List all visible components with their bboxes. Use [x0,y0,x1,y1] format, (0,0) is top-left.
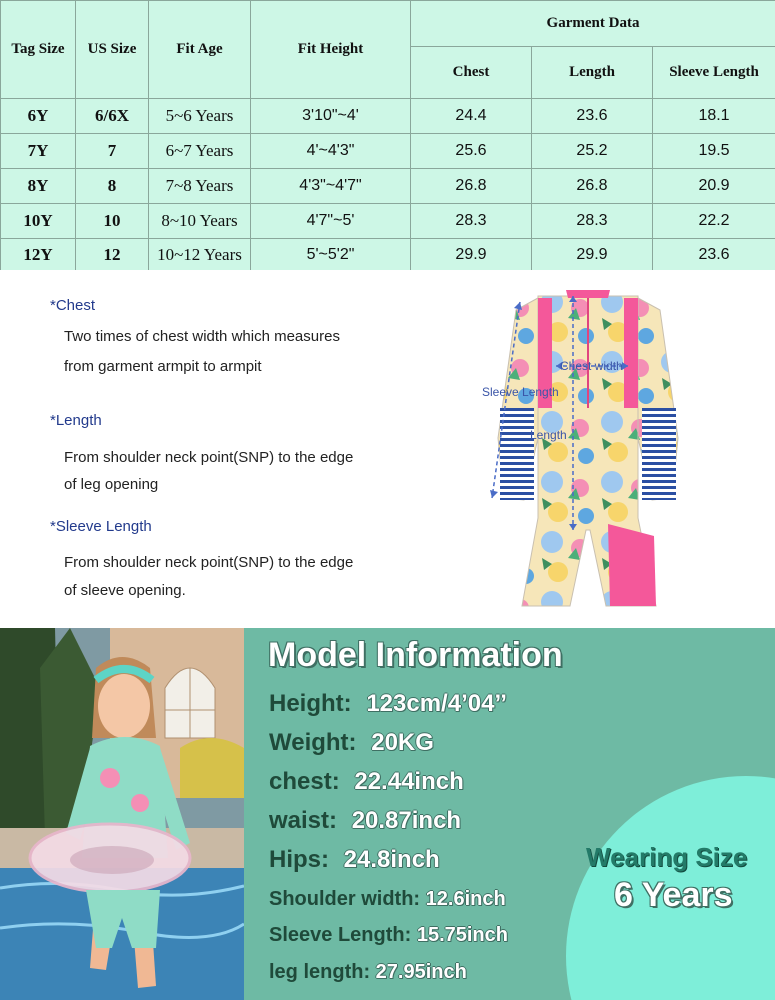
sleeve-length-label: Sleeve Length [482,385,559,399]
right-cuff-stripes [642,408,676,500]
model-shoulder-label: Shoulder width: [269,888,421,910]
header-tag-size: Tag Size [1,1,76,99]
model-height-value: 123cm/4’04’’ [366,690,507,717]
cell-us-size: 12 [76,239,149,271]
model-weight-value: 20KG [371,729,434,756]
chest-definition-title: *Chest [50,297,96,314]
header-length: Length [532,47,653,99]
model-leg-row [269,961,467,984]
left-cuff-stripes [500,408,534,500]
size-chart-table [0,0,775,271]
header-fit-age: Fit Age [149,1,251,99]
cell-length: 29.9 [532,239,653,271]
table-row [1,99,775,134]
model-hips-value: 24.8inch [343,846,440,873]
length-definition-title: *Length [50,412,102,429]
model-hips-row [269,846,440,874]
header-chest: Chest [411,47,532,99]
model-info-panel [244,628,775,1000]
cell-fit-age: 8~10 Years [149,204,251,239]
cell-chest: 26.8 [411,169,532,204]
model-weight-row [269,729,434,757]
chest-width-label: Chest width [560,359,623,373]
cell-us-size: 7 [76,134,149,169]
model-waist-value: 20.87inch [351,807,462,834]
model-hips-label: Hips: [269,846,329,873]
model-chest-value: 22.44inch [354,768,464,795]
header-garment-data: Garment Data [411,1,775,47]
sleeve-definition-line: From shoulder neck point(SNP) to the edge [64,554,354,571]
model-shoulder-value: 12.6inch [425,888,506,910]
cell-length: 25.2 [532,134,653,169]
cell-fit-height: 3'10"~4' [251,99,411,134]
swimsuit-diagram [478,288,758,608]
cell-tag-size: 7Y [1,134,76,169]
header-sleeve-length: Sleeve Length [653,47,775,99]
cell-length: 23.6 [532,99,653,134]
cell-sleeve-length: 22.2 [653,204,775,239]
sleeve-definition-line: of sleeve opening. [64,582,186,599]
cell-length: 28.3 [532,204,653,239]
right-side-panel [624,298,638,408]
cell-fit-age: 7~8 Years [149,169,251,204]
cell-fit-age: 6~7 Years [149,134,251,169]
sleeve-definition-title: *Sleeve Length [50,518,152,535]
model-leg-label: leg length: [269,961,371,983]
length-definition-line: of leg opening [64,476,159,493]
model-weight-label: Weight: [269,729,357,756]
length-definition-line: From shoulder neck point(SNP) to the edge [64,449,354,466]
cell-fit-height: 4'3"~4'7" [251,169,411,204]
model-photo [0,628,244,1000]
model-sleeve-value: 15.75inch [416,924,508,946]
model-info-title: Model Information [268,636,563,674]
chest-definition-line: from garment armpit to armpit [64,358,262,375]
cell-us-size: 8 [76,169,149,204]
table-row [1,134,775,169]
cell-tag-size: 6Y [1,99,76,134]
cell-fit-height: 4'~4'3" [251,134,411,169]
model-waist-label: waist: [269,807,338,834]
cell-tag-size: 10Y [1,204,76,239]
model-section [0,628,775,1000]
model-sleeve-row [269,924,508,947]
table-row [1,169,775,204]
cell-chest: 28.3 [411,204,532,239]
header-fit-height: Fit Height [251,1,411,99]
cell-fit-age: 10~12 Years [149,239,251,271]
length-label: Length [530,428,567,442]
chest-definition-line: Two times of chest width which measures [64,328,340,345]
wearing-size-label: Wearing Size [586,842,748,872]
cell-tag-size: 8Y [1,169,76,204]
model-height-label: Height: [269,690,352,717]
model-chest-label: chest: [269,768,340,795]
model-sleeve-label: Sleeve Length: [269,924,412,946]
cell-us-size: 10 [76,204,149,239]
cell-chest: 24.4 [411,99,532,134]
model-waist-row [269,807,461,835]
wearing-size-value: 6 Years [614,876,733,914]
cell-sleeve-length: 19.5 [653,134,775,169]
cell-sleeve-length: 18.1 [653,99,775,134]
cell-chest: 29.9 [411,239,532,271]
model-chest-row [269,768,464,796]
cell-sleeve-length: 23.6 [653,239,775,271]
table-row [1,204,775,239]
cell-tag-size: 12Y [1,239,76,271]
model-shoulder-row [269,888,506,911]
model-leg-value: 27.95inch [375,961,467,983]
cell-length: 26.8 [532,169,653,204]
right-leg-panel [608,524,656,606]
cell-fit-height: 5'~5'2" [251,239,411,271]
cell-chest: 25.6 [411,134,532,169]
cell-sleeve-length: 20.9 [653,169,775,204]
cell-us-size: 6/6X [76,99,149,134]
table-row [1,239,775,271]
measurement-guide [0,270,775,628]
cell-fit-age: 5~6 Years [149,99,251,134]
cell-fit-height: 4'7"~5' [251,204,411,239]
header-us-size: US Size [76,1,149,99]
model-height-row [269,690,507,718]
